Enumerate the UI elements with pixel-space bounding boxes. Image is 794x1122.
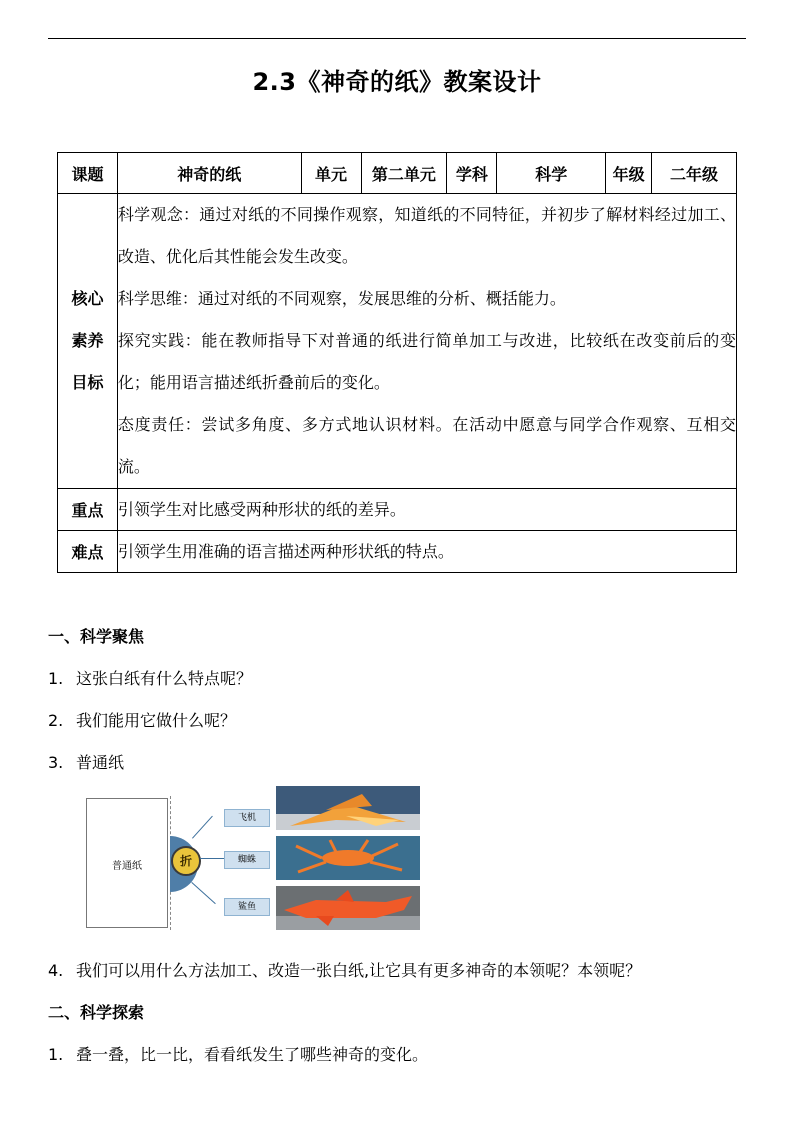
topic-label: 课题 [58,153,118,194]
paper-shark-photo [276,886,420,930]
list-number: 4. [48,961,64,980]
core-label-line: 核心 [71,289,104,308]
plain-paper-sheet [86,798,168,928]
subject-label: 学科 [447,153,497,194]
difficulty-text: 引领学生用准确的语言描述两种形状纸的特点。 [117,531,736,573]
list-item [48,1042,428,1065]
list-number: 1. [48,669,64,688]
key-point-row [58,489,737,531]
table-header-row [58,153,737,194]
difficulty-row [58,531,737,573]
list-number: 3. [48,753,64,772]
key-point-text: 引领学生对比感受两种形状的纸的差异。 [117,489,736,531]
core-goals-row [58,194,737,489]
key-point-label: 重点 [58,489,118,531]
list-item [48,750,124,773]
plain-paper-label: 普通纸 [112,861,142,872]
core-goal-paragraph: 态度责任：尝试多角度、多方式地认识材料。在活动中愿意与同学合作观察、互相交流。 [117,415,736,476]
list-text: 我们能用它做什么呢？ [76,711,237,730]
list-item [48,708,236,731]
grade-label: 年级 [606,153,652,194]
core-label-line: 目标 [71,373,104,392]
tag-shark: 鲨鱼 [224,898,270,916]
list-item [48,958,641,981]
subject-value: 科学 [497,153,606,194]
tag-spider: 蜘蛛 [224,851,270,869]
unit-label: 单元 [301,153,361,194]
paper-spider-photo [276,836,420,880]
arrow-line [192,816,213,839]
lesson-plan-table [57,152,737,573]
difficulty-label: 难点 [58,531,118,573]
core-goal-paragraph: 科学观念：通过对纸的不同操作观察，知道纸的不同特征，并初步了解材料经过加工、改造、优化后其性能会发生改变。 [117,205,736,266]
paper-folding-diagram [78,786,422,932]
paper-plane-photo [276,786,420,830]
section-heading: 一、科学聚焦 [48,627,145,646]
list-text: 叠一叠，比一比，看看纸发生了哪些神奇的变化。 [76,1045,429,1064]
list-text: 我们可以用什么方法加工、改造一张白纸,让它具有更多神奇的本领呢？本领呢？ [76,961,642,980]
unit-value: 第二单元 [361,153,447,194]
arrow-line [200,858,224,859]
grade-value: 二年级 [652,153,737,194]
tag-plane: 飞机 [224,809,270,827]
arrow-line [191,882,215,904]
fold-medal-icon: 折 [171,846,201,876]
page-title: 2.3《神奇的纸》教案设计 [252,68,542,96]
list-number: 2. [48,711,64,730]
core-goal-paragraph: 科学思维：通过对纸的不同观察，发展思维的分析、概括能力。 [117,289,566,308]
section-heading: 二、科学探索 [48,1003,145,1022]
core-goal-paragraph: 探究实践：能在教师指导下对普通的纸进行简单加工与改进，比较纸在改变前后的变化；能用语言描述纸折叠前后的变化。 [117,331,736,392]
list-item [48,666,252,689]
list-text: 普通纸 [76,753,125,772]
core-label-line: 素养 [71,331,104,350]
top-rule [48,38,746,39]
list-number: 1. [48,1045,64,1064]
core-goals-label [58,194,118,489]
topic-value: 神奇的纸 [117,153,301,194]
core-goals-content [117,194,736,489]
list-text: 这张白纸有什么特点呢？ [76,669,253,688]
